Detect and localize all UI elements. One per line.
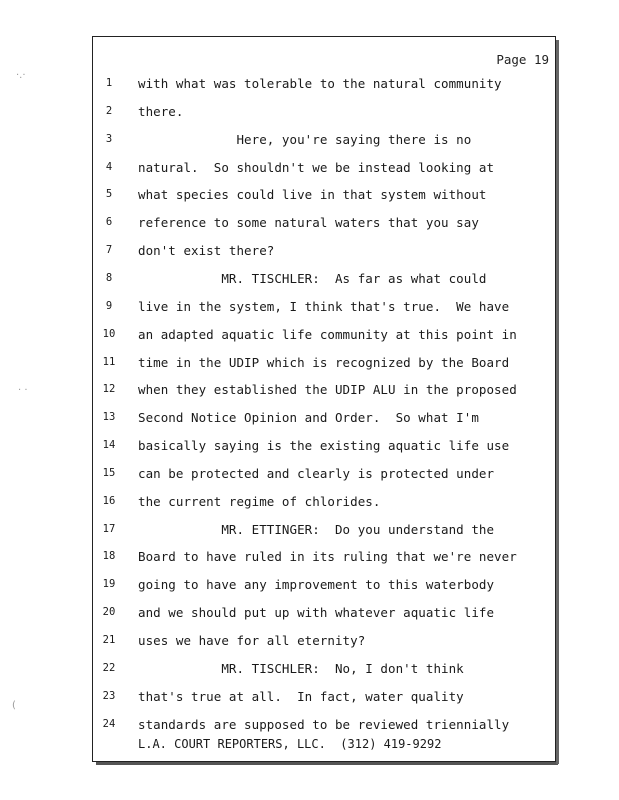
line-number: 2	[105, 104, 113, 117]
transcript-line	[0, 187, 619, 207]
line-number: 14	[102, 439, 116, 452]
transcript-line	[0, 299, 619, 319]
transcript-line	[0, 327, 619, 347]
transcript-line	[0, 215, 619, 235]
line-text: and we should put up with whatever aquatic life	[138, 605, 495, 621]
line-text: MR. TISCHLER: No, I don't think	[138, 660, 464, 676]
transcript-line	[0, 689, 619, 709]
transcript-line	[0, 410, 619, 430]
scan-speck: · ·	[18, 385, 28, 396]
transcript-line	[0, 104, 619, 124]
line-text: can be protected and clearly is protected under	[138, 465, 495, 481]
line-text: the current regime of chlorides.	[138, 493, 381, 509]
line-number: 3	[105, 132, 113, 145]
transcript-line	[0, 466, 619, 486]
line-text: standards are supposed to be reviewed triennially	[138, 716, 510, 732]
line-text: time in the UDIP which is recognized by the Board	[138, 354, 510, 370]
line-text: going to have any improvement to this waterbody	[138, 577, 495, 593]
transcript-line	[0, 132, 619, 152]
line-number: 18	[102, 550, 116, 563]
line-text: MR. ETTINGER: Do you understand the	[138, 521, 495, 537]
line-number: 17	[102, 522, 116, 535]
line-number: 15	[102, 466, 116, 479]
page-number: Page 19	[496, 52, 549, 67]
transcript-line	[0, 494, 619, 514]
line-text: Second Notice Opinion and Order. So what I'm	[138, 410, 479, 426]
transcript-line	[0, 661, 619, 681]
line-number: 4	[105, 160, 113, 173]
line-number: 6	[105, 216, 113, 229]
line-number: 1	[105, 77, 113, 89]
line-number: 19	[102, 578, 116, 591]
line-text: natural. So shouldn't we be instead looking at	[138, 159, 495, 175]
transcript-line	[0, 243, 619, 263]
line-text: uses we have for all eternity?	[138, 633, 366, 648]
scan-speck: (	[12, 700, 16, 711]
transcript-line	[0, 271, 619, 291]
line-text: an adapted aquatic life community at this point in	[138, 326, 517, 342]
line-number: 23	[102, 689, 116, 702]
transcript-line	[0, 355, 619, 375]
line-number: 9	[105, 299, 113, 312]
transcript-line	[0, 605, 619, 625]
line-number: 5	[105, 188, 113, 201]
line-text: Board to have ruled in its ruling that we're never	[138, 549, 517, 565]
line-text: there.	[138, 103, 184, 119]
line-text: live in the system, I think that's true. We have	[138, 298, 510, 314]
transcript-line	[0, 717, 619, 737]
line-text: when they established the UDIP ALU in the proposed	[138, 382, 517, 398]
transcript-line	[0, 577, 619, 597]
line-number: 11	[102, 355, 116, 368]
frame-shadow-bottom	[96, 762, 558, 765]
line-number: 7	[105, 244, 113, 257]
line-text: that's true at all. In fact, water quality	[138, 688, 464, 704]
line-text: basically saying is the existing aquatic life use	[138, 438, 510, 454]
scan-speck: ·.·	[16, 70, 26, 81]
line-number: 21	[102, 634, 116, 646]
line-number: 8	[105, 271, 113, 284]
line-number: 22	[102, 661, 116, 674]
transcript-line	[0, 160, 619, 180]
line-text: MR. TISCHLER: As far as what could	[138, 270, 487, 286]
line-text: what species could live in that system without	[138, 187, 487, 203]
line-number: 12	[102, 383, 116, 396]
line-text: don't exist there?	[138, 243, 275, 259]
transcript-line	[0, 76, 619, 96]
transcript-line	[0, 549, 619, 569]
line-number: 20	[102, 606, 116, 619]
transcript-line	[0, 438, 619, 458]
line-number: 24	[102, 717, 116, 730]
line-number: 16	[102, 494, 116, 507]
transcript-line	[0, 633, 619, 653]
transcript-line	[0, 382, 619, 402]
line-text: Here, you're saying there is no	[138, 131, 472, 147]
line-text: with what was tolerable to the natural community	[138, 76, 502, 91]
transcript-line	[0, 522, 619, 542]
footer-reporter: L.A. COURT REPORTERS, LLC. (312) 419-9292	[138, 737, 442, 751]
line-number: 13	[102, 411, 116, 424]
line-text: reference to some natural waters that you say	[138, 215, 479, 231]
line-number: 10	[102, 327, 116, 340]
